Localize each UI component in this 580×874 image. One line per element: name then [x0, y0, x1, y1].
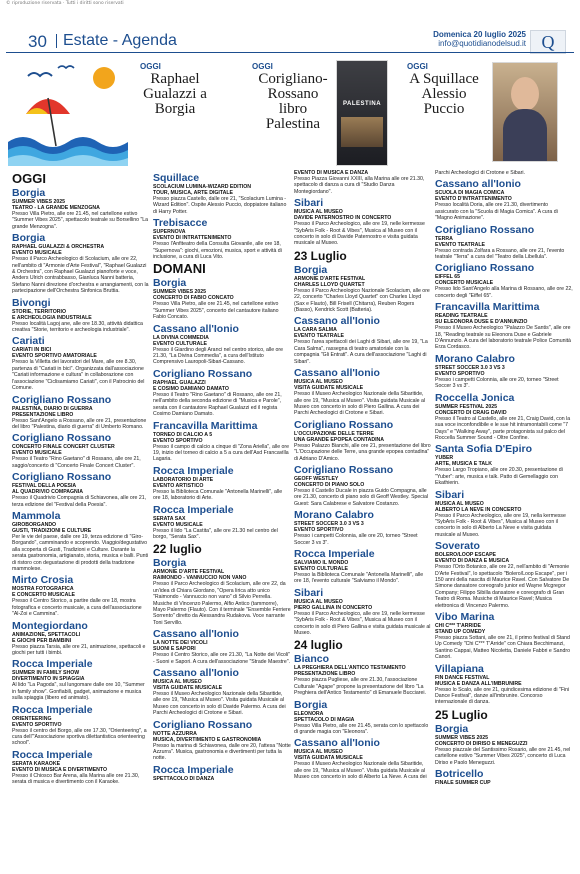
event-title: EVENTO SPORTIVO	[435, 370, 485, 377]
teaser-text: Raphael Gualazzi a Borgia	[143, 71, 207, 117]
event-title: E GIOCHI PER BAMBINI	[12, 637, 72, 644]
event-title: EVENTO TEATRALE	[294, 333, 344, 340]
event-description: Presso il Parco Archeologico di Scolacium, alle ore 22, nell'ambito di "Armonie d'Arte Festival", "Raphael Gualazzi & Orchestra", con Raphael Gualazzi pianoforte e voce, Anders Ulrich contrabbasso, Gianluca Nanni batteria, Stefano Nanni direzione d'orchestra e arrangiamenti, con la partecipazione dell'Orchestra Sinfonica Bruttia.	[12, 256, 149, 295]
event-description: Presso il Centro Storico, alle ore 21.30, "La Notte dei Vicoli" - Suoni e Sapori. A cura dell'associazione "Strade Maestre".	[153, 652, 291, 665]
event-location: Trebisacce	[153, 217, 208, 230]
book-cover-image	[336, 60, 388, 166]
event-title: E COSIMO DAMIANO DAMATO	[153, 385, 229, 392]
newspaper-logo: Q	[530, 30, 566, 54]
event-description: Presso il Parco Archeologico di Scolacium, alle ore 22, da un'idea di Chiara Giordano, "Opera lirica atto unico "Raimondo - Vannuccio non vano" di Silvio Perrella. Musiche di Vincenzo Palermo, Alfio Antico (tammorre), Mayo Palermo (Flauto). Con il terminale "Ensemble Ferriere Sorrento" diretto da Alessandra Rudakova. Voce narrante Toni Servillo.	[153, 581, 291, 626]
event-location: Borgia	[294, 698, 328, 711]
copyright-disclaimer: © riproduzione riservata · Tutti i diritti sono riservati	[6, 1, 124, 6]
header-rule	[6, 52, 574, 53]
event-title: ELEONORA	[294, 710, 324, 717]
event-description: Presso località Lagoj ane, alle ore 18.30, attività didattica creativa "Storie, territorio e archeologia industriale".	[12, 320, 143, 334]
event-title: EVENTO SPORTIVO AMATORIALE	[12, 353, 97, 360]
event-title: YUBER	[435, 455, 454, 462]
event-location: Soverato	[435, 540, 480, 553]
event-title: FESTIVAL DELLA POESIA	[12, 483, 77, 490]
agenda-column-2	[153, 170, 291, 782]
event-title: DAVIDE PATERNOSTRO IN CONCERTO	[294, 215, 392, 222]
event-title: MUSICA AL MUSEO	[435, 500, 484, 507]
event-title: PALESTINA, DIARIO DI GUERRA	[12, 405, 93, 412]
event-location: Corigliano Rossano	[12, 393, 112, 406]
event-description: Presso il lido "La Castita", alle ore 21.30 nel centro del borgo, "Serata Sax".	[153, 527, 278, 540]
teaser-label: OGGI	[140, 62, 161, 71]
event-title: CONCERTO DI DIRISO E MENEGUZZI	[435, 740, 528, 747]
event-title: AL QUADRIVIO COMPAGNIA	[12, 489, 83, 496]
contact-email[interactable]: info@quotidianodelsud.it	[438, 39, 526, 48]
event-title: SU ELEONORA DUSE E D'ANNUNZIO	[435, 319, 528, 326]
event-title: STREET SOCCER 3.0 3 VS 3	[435, 364, 505, 371]
event-title: RAPHAEL GUALAZZI	[153, 379, 206, 386]
event-description: Presso piazza Pugliese, alle ore 21.30, l'associazione Culturale "Agape" propone la presentazione del libro "La Preghiera dell'Antico Testamento" di Emanuele Bucciarei.	[294, 677, 426, 697]
event-location: Rocca Imperiale	[12, 748, 93, 761]
event-description: Presso Villa Pietro, alle ore 21.45, serata con lo spettacolo di grande magia con "Eleonora".	[294, 722, 429, 736]
event-title: PIERO GALLINA IN CONCERTO	[294, 604, 373, 611]
event-description: Presso il Teatro "Rino Gaetano" di Rossano, alle ore 21, nell'ambito della seconda edizione di "Musica e Parole", serata con il cantautore Raphael Gualazzi ed il regista Cosimo Damiano Damato.	[153, 391, 282, 418]
event-title: EVENTO MUSICALE	[12, 450, 62, 457]
event-title: CHI C*** T'ARRIDE	[435, 623, 481, 629]
event-description: Presso lido Sant'Angelo alla Marina di Rossano, alle ore 22, concerto degli "Eiffel 65".	[435, 286, 573, 299]
event-title: ORIENTEERING	[12, 715, 52, 722]
event-location: Corigliano Rossano	[153, 367, 253, 380]
teaser-palestina[interactable]	[252, 62, 412, 162]
event-description: Presso il Centro Storico, a partire dalle ore 18, mostra fotografica e concerto musicale, a cura dell'associazione "Al-Zoi e Cammina".	[12, 598, 142, 618]
event-title: EVENTO CULTURALE	[294, 565, 348, 572]
event-title: VISITA GUIDATA MUSICALE	[294, 755, 363, 762]
event-title: ALBERTO LA NEVE IN CONCERTO	[435, 506, 522, 513]
event-title: READING TEATRALE	[435, 313, 488, 320]
event-location: Mammola	[12, 509, 61, 522]
event-description: Presso Largo Tropiano, alle ore 20.30, presentazione di "Yuber": arte, musica e talk. Patto di Gemellaggio con Ekathierin.	[435, 467, 563, 487]
teaser-label: OGGI	[407, 62, 428, 71]
date-heading: 25 Luglio	[435, 707, 488, 722]
event-location: Villapiana	[435, 662, 484, 675]
event-title: GEOFF WESTLEY	[294, 475, 339, 482]
event-title: LA PREGHIERA DELL'ANTICO TESTAMENTO	[294, 665, 406, 672]
event-description: Presso il Museo Archeologico Nazionale della Sibaritide, alle ore 19, "Musica al Museo". Visita guidata Musicale al Museo con concerto in solo di Alberto La Neve. A cura dei	[294, 761, 427, 781]
event-title: LABORATORIO DI ARTE	[153, 476, 214, 483]
event-title: MUSICA AL MUSEO	[294, 379, 343, 386]
event-title: STREET SOCCER 3.0 3 VS 3	[294, 521, 364, 528]
event-location: Sibari	[435, 488, 465, 501]
date-heading: 24 luglio	[294, 638, 343, 653]
event-title: EVENTO SPORTIVO	[294, 527, 344, 534]
event-title: CONCERTO DI FABIO CONCATO	[153, 295, 234, 302]
teaser-gualazzi[interactable]	[140, 62, 250, 162]
event-description: Presso i campetti Colonnia, alle ore 20, torneo "Street Soccer 3 vs 3".	[294, 533, 418, 546]
event-title: STORIE, TERRITORIO	[12, 308, 66, 315]
event-title: EIFFEL 65	[435, 274, 460, 281]
event-title: MUSICA AL MUSEO	[294, 209, 343, 216]
event-title: BOLERO/LOOP ESCAPE	[435, 552, 497, 559]
event-title: CONCERTO DI CRAIG DAVID	[435, 409, 507, 416]
event-title: MUSICA AL MUSEO	[153, 679, 202, 685]
event-title: PRESENTAZIONE LIBRO	[12, 411, 74, 418]
event-title: MUSICA AL MUSEO	[294, 749, 343, 756]
event-title: TORNEO DI CALCIO A 5	[153, 431, 213, 438]
event-title: SUMMER FESTIVAL 2025	[435, 403, 498, 410]
issue-date: Domenica 20 luglio 2025	[433, 30, 526, 39]
event-description: Presso la marina di Schiavonea, dalle ore 20, l'attesa "Notte Azzurra". Musica, gastronomia e divertimenti per tutta la notte.	[153, 742, 291, 762]
event-description: Presso Villa Pietro, alle ore 21.45, nel cartellone estivo "Summer Vibes 2025", spettacolo teatrale su Borsellino "La grande Menzogna".	[12, 211, 149, 230]
event-location: Corigliano Rossano	[12, 432, 112, 445]
event-description: Presso piazza Tarsia, alle ore 21, animazione, spettacoli e giochi per tutti i bimbi.	[12, 643, 146, 656]
event-location: Rocca Imperiale	[12, 703, 93, 716]
event-description: Presso il Museo Archeologico Nazionale della Sibaritide, alle ore 19, "Musica al Museo". Visita guidata Musicale al Museo con concerto in solo di Davide Palermo. A cura dei Parchi Archeologici di Crotone e Sibari.	[153, 691, 286, 717]
page-header	[6, 30, 574, 52]
event-title: MUSICA, DIVERTIMENTO E GASTRONOMIA	[153, 736, 262, 743]
event-title: EVENTO D'INTRATTENIMENTO	[435, 196, 512, 203]
event-description: Presso Piazza Giovanni XXIII, alla Marina alle ore 21.30, spettacolo di danza a cura di "Studio Danza Montegiordano".	[294, 176, 425, 195]
event-description: Presso piazzale del Santissimo Rosario, alle ore 21.45, nel cartellone estivo "Summer Vibes 2025", concerto di Luca Diriso e Paolo Meneguzzi.	[435, 746, 571, 766]
event-title: CONCERTO DI PIANO SOLO	[294, 481, 365, 488]
summer-beach-illustration	[8, 58, 128, 166]
event-description: Presso la Villetta dei lavoratori del Mare, alle ore 8.30, partenza di "Cariati in bici". Organizzata dall'associazione "Cariati informazione e cultura" in collaborazione con l'associazione "Ciclisamiamo Cariati", con il Patrocinio del Comune.	[12, 359, 145, 392]
event-description: Presso il Parco Archeologico, alle ore 19, nelle kermesse "SybAris Folk - Root & Vibes", Musica al Museo con il concerto in solo di Davide Paternostro e visita guidata musicale al Museo.	[294, 221, 425, 247]
event-location: Francavilla Marittima	[153, 419, 258, 432]
agenda-column-3	[294, 170, 432, 783]
date-heading: 23 Luglio	[294, 248, 347, 263]
event-title: TEATRO - LA GRANDE MENZOGNA	[12, 205, 100, 211]
event-title: EVENTO ARTISTICO	[153, 482, 204, 489]
event-title: LA NOTTE DEI VICOLI	[153, 640, 208, 647]
event-description: Presso contrada Zolfara a Rossano, alle ore 21, l'evento teatrale "Terra" a cura del "Teatro della Libellula".	[435, 247, 565, 261]
event-title: STAND UP COMEDY	[435, 629, 486, 635]
event-description: Per le vie del paese, dalle ore 19, terza edizione di "Giro-Borgando", camminando e scoprendo. Viaggio/degustativo alla scoperta di Gusti, Tradizioni e Culture. Durante la serata gastronomia, artigianato, storia, musica e balli. Punti di ristoro con degustazione di prodotti della tradizione mammolese.	[12, 533, 149, 572]
event-title: L'OCCUPAZIONE DELLE TERRE	[294, 430, 374, 437]
event-title: LA CARA SALMA	[294, 327, 337, 334]
event-description: Presso il centro del Borgo, alle ore 17.30, "Orienteering", a cura dell'"Associazione sportiva dilettantistica orienteering school".	[12, 727, 147, 747]
event-location: Borgia	[153, 557, 187, 570]
event-location: Corigliano Rossano	[12, 471, 112, 484]
event-location: Corigliano Rossano	[435, 262, 535, 275]
event-location: Corigliano Rossano	[435, 223, 535, 236]
event-title: SPETTACOLO DI MAGIA	[294, 716, 355, 723]
event-title: SUPERNOVA	[153, 229, 186, 236]
book-cover-title: PALESTINA	[342, 101, 382, 107]
event-location: Cariati	[12, 335, 45, 348]
event-title: CONCERTO FINALE CONCERT CLUSTER	[12, 444, 115, 451]
event-location: Cassano all'Ionio	[153, 667, 239, 679]
event-location: Bivongi	[12, 296, 51, 309]
event-location: Borgia	[294, 263, 328, 276]
event-title: TOUR, MUSICA, ARTE DIGITALE	[153, 190, 234, 196]
event-location: Cassano all'Ionio	[294, 737, 380, 750]
event-title: EVENTO MUSICALE	[12, 250, 62, 257]
event-location: Corigliano Rossano	[153, 718, 253, 731]
teaser-text: A Squillace Alessio Puccio	[409, 71, 479, 117]
event-description: Presso Palazzo Bianchi, alle ore 21, presentazione del libro "L'Occupazione delle Terre, una grande epopea contadina" di Adriano D'Amico.	[294, 442, 431, 462]
event-location: Santa Sofia D'Epiro	[435, 443, 533, 456]
event-title: EVENTO DI MUSICA E DANZA	[294, 170, 369, 176]
date-heading: 22 luglio	[153, 542, 202, 557]
event-title: LA DIVINA COMMEDIA	[153, 334, 209, 341]
event-location: Roccella Jonica	[435, 391, 515, 404]
section-title: Estate - Agenda	[63, 32, 177, 49]
event-description: Presso piazza Sottani, alle ore 21, il primo festival di Stand Up Comedy "Chi C*** T'Arride" con Chiara Becchimanzi, Santino Cappai, Matteo Nicoletta, Daniele Fabbri e Sandro Canori.	[435, 635, 570, 661]
event-location: Rocca Imperiale	[12, 658, 93, 671]
event-description: Presso i campetti Colonnia, alle ore 20, torneo "Street Soccer 3 vs 3".	[435, 376, 559, 390]
event-title: EVENTO MUSICALE	[153, 521, 203, 528]
event-title: SALVIAMO IL MONDO	[294, 559, 349, 566]
event-location: Borgia	[12, 232, 46, 245]
event-description: Presso l'area spettacoli dei Laghi di Sibari, alle ore 19, "La Cara Salma", rassegna di teatro amatoriale con la compagnia "Gli Entrati". A cura dell'associazione "Laghi di Sibari".	[294, 339, 428, 365]
event-location: Vibo Marina	[435, 611, 495, 623]
event-description: Presso Villa Pietro, alle ore 21.45, nel cartellone estivo "Summer Vibes 2025", concerto del cantautore italiano Fabio Concato.	[153, 301, 279, 321]
event-description: Presso il Castello Ducale in piazza Guido Compagna, alle ore 21.30, concerto di piano solo di Geoff Westley. Special Guest: Sara Calabrese e Salvatore Costanzo.	[294, 487, 429, 507]
event-title: NOTTE AZZURRA	[153, 730, 197, 737]
event-description: Presso l'Orto Botanico, alle ore 22, nell'ambito di "Armonie D'Arte Festival", lo spettacolo "Bolero/Loop Escape", per i 150 anni della nascita di Maurice Ravel. Con Salvatore De Simone dansatore coreografo junior ed Wayne Mcgregor Company; Filippo Sibilla dansatore e coreografo di Gran Teatro di Roma. Musiche di Maurice Ravel; Musica elettronica di Vincenzo Palermo.	[435, 564, 570, 609]
event-title: ANIMAZIONE, SPETTACOLI	[12, 631, 81, 638]
event-title: SUMMER IN FAMILY SHOW	[12, 670, 80, 677]
page-number: 30	[28, 32, 47, 51]
event-title: GIROBORGANDO	[12, 521, 57, 528]
event-description: Presso il Museo Archeologico "Palazzo De Santis", alle ore 18, "Reading teatrale su Eleonora Duse e Gabriele D'Annunzio. A cura del laboratorio teatrale Police Comunità Erza Cordasco.	[435, 325, 571, 351]
event-description: Presso l'Anfiteatro della Consulta Giovanile, alle ore 18, "Supernova": giochi, emozioni, musica, sport e attività di inclusione, a cura di Luca Vito.	[153, 241, 282, 261]
event-description: Presso il Chiosco Bar Arena, alla Marina alle ore 21.30, serata di musica e divertimento con il Karaoke.	[12, 772, 140, 786]
event-title: DIVERTIMENTO IN SPIAGGIA	[12, 676, 85, 683]
event-title: SUMMER VIBES 2025	[12, 199, 66, 205]
event-title: RAIMONDO - VANNUCCIO NON VANO	[153, 575, 247, 582]
event-description: Presso lo Scalo, alle ore 21, quindicesima edizione di "Fini Dance Festival", danze all'imbrunire. Concorso internazionale di danza.	[435, 686, 570, 706]
event-description: Presso il Giardino degli Aranci nel centro storico, alle ore 21.30, "La Divina Commedia", a cura dell'Istituto Comprensivo Lauropoli-Sibari-Cassano.	[153, 346, 284, 366]
event-title: SUMMER VIBES 2025	[153, 289, 207, 296]
header-divider	[56, 34, 57, 48]
agenda-column-1	[12, 170, 150, 788]
event-title: CHARLES LLOYD QUARTET	[294, 281, 365, 288]
event-title: EVENTO TEATRALE	[435, 241, 485, 248]
event-title: ARTE, MUSICA E TALK	[435, 461, 493, 468]
event-title: EVENTO DI DANZA E MUSICA	[435, 558, 510, 565]
event-title: SPETTACOLO DI DANZA	[153, 775, 215, 782]
event-title: VISITA GUIDATE MUSICALE	[294, 385, 364, 392]
event-location: Cassano all'Ionio	[153, 628, 239, 641]
event-location: Borgia	[435, 722, 469, 735]
event-location: Rocca Imperiale	[153, 763, 234, 776]
event-location: Rocca Imperiale	[153, 503, 234, 516]
event-title: E CONCERTO MUSICALE	[12, 592, 76, 599]
event-description: Presso il Parco Archeologico, alle ore 19, nella kermesse "SybAris Folk - Root & Vibes", Musica al Museo con il concerto in solo di Alberto La Neve e visita guidata musicale al Museo.	[435, 512, 566, 538]
event-title: FINALE SUMMER CUP	[435, 780, 491, 787]
event-title: UNA GRANDE EPOPEA CONTADINA	[294, 436, 385, 443]
event-description: Presso il Museo Archeologico Nazionale della Sibaritide, alle ore 19, "Musica al Museo". Visita guidata Musicale al Museo con concerto in solo di Piero Gallina. A cura dei Parchi Archeologici di Crotone e Sibari.	[294, 391, 426, 417]
event-location: Bianco	[294, 653, 330, 666]
event-description: Al lido "La Pagoda", sul lungomare dalle ore 10, "Summer in family show". Gonfiabili, gadget, animazione e musica sulla spiaggia (libero ed animato).	[12, 682, 145, 702]
event-title: TERRA	[435, 235, 453, 242]
event-title: EVENTO DI MUSICA E DIVERTIMENTO	[12, 766, 108, 773]
event-title: SUMMER VIBES 2025	[435, 734, 489, 741]
event-title: SERATA KARAOKE	[12, 760, 61, 767]
event-title: MOSTRA FOTOGRAFICA	[12, 586, 74, 593]
event-title: E ARCHEOLOGIA INDUSTRIALE	[12, 314, 92, 321]
event-description: Presso il campo di calcio a cinque di "Zona Ariella", alle ore 19, inizio del torneo di calcio a 5 a cura dell'Asd Francavilla Lagaria.	[153, 443, 290, 463]
teaser-text: Corigliano-Rossano libro Palestina	[258, 71, 328, 132]
event-description: Presso il Quadrivio Compagnia di Schiavonea, alle ore 21, terza edizione del "Festival della Poesia".	[12, 495, 147, 508]
event-location: Sibari	[294, 197, 324, 210]
event-location: Sibari	[294, 586, 324, 599]
day-heading: DOMANI	[153, 261, 206, 277]
sun-icon	[93, 67, 115, 89]
event-location: Squillace	[153, 172, 200, 184]
event-title: EVENTO SPORTIVO	[12, 721, 62, 728]
event-description: Parchi Archeologici di Crotone e Sibari.	[435, 170, 525, 176]
seagull-icon	[28, 73, 52, 76]
event-location: Morano Calabro	[294, 509, 374, 522]
event-location: Corigliano Rossano	[294, 418, 394, 431]
event-description: Presso piazza Castello, dalle ore 21, "Scolacium Lumina - Wizard Edition". Ospite Alessio Puccio, doppiatore italiano di Harry Potter.	[153, 196, 287, 215]
event-title: FIN DANCE FESTIVAL	[435, 674, 490, 681]
event-location: Borgia	[12, 187, 46, 199]
event-title: MUSICA E DANZA ALL'IMBRUNIRE	[435, 680, 522, 687]
event-title: MUSICA AL MUSEO	[294, 598, 343, 605]
event-title: SERATA SAX	[153, 515, 186, 522]
event-description: Presso Sant'Angelo a Rossano, alle ore 21, presentazione del libro "Palestina, diario di guerra" di Umberto Romano.	[12, 417, 147, 430]
event-title: RAPHAEL GUALAZZI & ORCHESTRA	[12, 244, 105, 251]
portrait-photo	[492, 62, 558, 162]
event-location: Francavilla Marittima	[435, 301, 540, 314]
event-description: Presso il Parco Archeologico Nazionale Scolacium, alle ore 22, concerto "Charles Lloyd Quartet" con Charles Lloyd (Sax e Flauto), Bill Frisell (Chitarra), Reuben Rogers (Basso), Kendrick Scott (Batteria).	[294, 287, 430, 314]
event-title: ARMONIE D'ARTE FESTIVAL	[294, 275, 366, 282]
event-description: Presso la Biblioteca Comunale "Antonella Marinelli", alle ore 18, l'evento culturale "Salviamo il Mondo".	[294, 571, 424, 585]
event-title: VISITA GUIDATE MUSICALE	[153, 685, 223, 691]
day-heading: OGGI	[12, 171, 46, 186]
event-location: Rocca Imperiale	[153, 464, 234, 477]
event-title: SCOLACIUM LUMINA-WIZARD EDITION	[153, 184, 251, 190]
event-title: CONCERTO MUSICALE	[435, 280, 494, 287]
event-title: EVENTO CULTURALE	[153, 340, 207, 347]
seagull-icon	[58, 66, 74, 68]
event-location: Rocca Imperiale	[294, 547, 375, 560]
teaser-label: OGGI	[252, 62, 273, 71]
event-location: Montegiordano	[12, 619, 88, 632]
event-location: Morano Calabro	[435, 352, 515, 365]
event-location: Corigliano Rossano	[294, 463, 394, 476]
event-location: Borgia	[153, 277, 187, 290]
event-description: Presso località Doria, alle ore 21.30, divertimento assicurato con la "Scuola di Magia Comica". A cura di "Magno Animazione".	[435, 202, 558, 222]
event-title: GUSTI, TRADIZIONI E CULTURE	[12, 527, 92, 534]
event-description: Presso il Teatro al Castello, alle ore 21, Craig David, con la sua voce inconfondibile e le sue hit intramontabili come "7 Days" e "Walking Away", parte protagonista sul palco del Roccella Summer Sound - Oltre Confine.	[435, 415, 571, 441]
event-title: EVENTO SPORTIVO	[153, 437, 203, 444]
event-description: Presso il Parco Archeologico, alle ore 19, nelle kermesse "SybAris Folk - Root & Vibes", Musica al Museo con il concerto in solo di Piero Gallina e visita guidata musicale al Museo.	[294, 610, 431, 636]
event-location: Cassano all'Ionio	[435, 178, 521, 191]
event-description: Presso il Teatro "Rino Gaetano" di Rossano, alle ore 21, saggio/concerto di "Concerto Finale Concert Cluster".	[12, 456, 141, 469]
event-location: Cassano all'Ionio	[294, 315, 380, 328]
event-title: PRESENTAZIONE LIBRO	[294, 671, 356, 678]
event-location: Mirto Crosia	[12, 574, 74, 587]
event-location: Cassano all'Ionio	[153, 322, 239, 335]
event-title: CARIATI IN BICI	[12, 347, 52, 354]
event-title: SUONI E SAPORI	[153, 646, 196, 653]
event-title: EVENTO DI INTRATTENIMENTO	[153, 235, 232, 242]
agenda-column-4	[435, 170, 573, 786]
header-date-block	[433, 30, 526, 48]
event-description: Presso la Biblioteca Comunale "Antonella Marinelli", alle ore 18, laboratorio di Arte.	[153, 488, 283, 502]
event-location: Cassano all'Ionio	[294, 367, 380, 380]
event-location: Botricello	[435, 768, 484, 781]
event-title: SCUOLA DI MAGIA COMICA	[435, 190, 505, 197]
event-title: ARMONIE D'ARTE FESTIVAL	[153, 569, 225, 576]
